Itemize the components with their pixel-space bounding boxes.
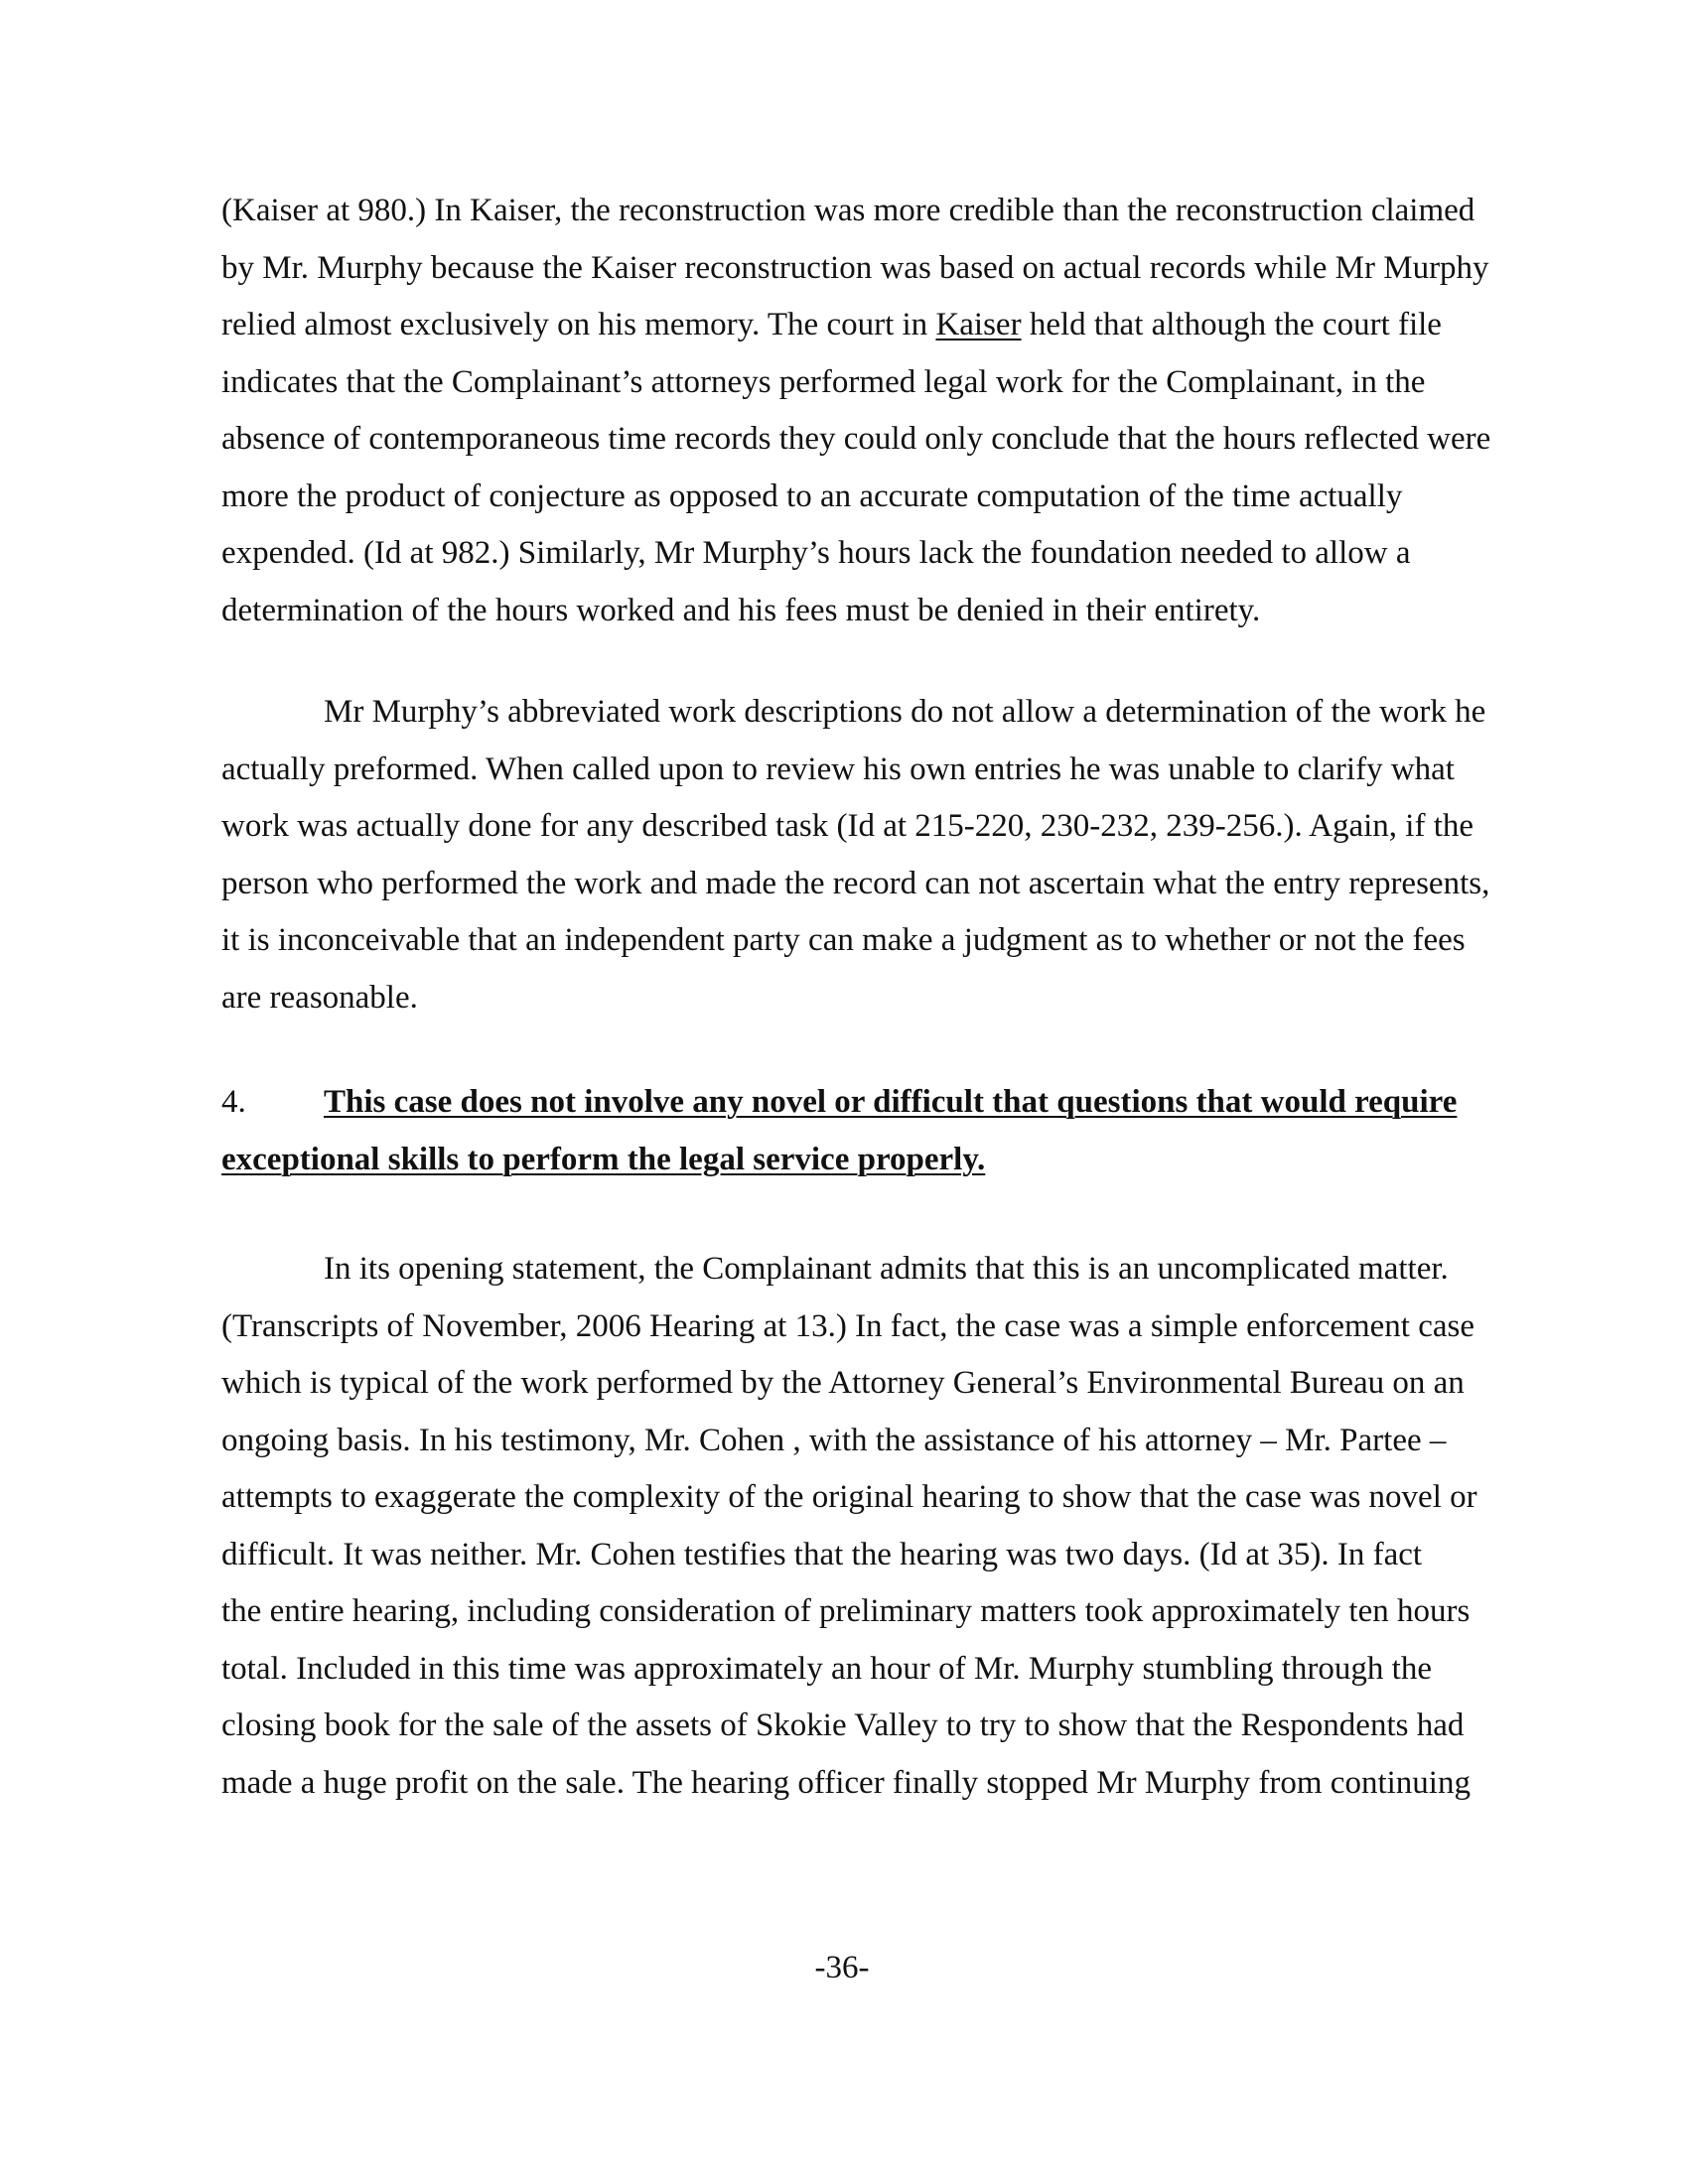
text-line: the entire hearing, including consideration of preliminary matters took approximately ten hours <box>221 1593 1471 1629</box>
text-line: made a huge profit on the sale. The hearing officer finally stopped Mr Murphy from continuing <box>221 1764 1471 1801</box>
text-line: ongoing basis. In his testimony, Mr. Cohen , with the assistance of his attorney – Mr. Partee – <box>221 1422 1447 1458</box>
text-line: work was actually done for any described task (Id at 215-220, 230-232, 239-256.). Again, if the <box>221 808 1474 844</box>
section-heading <box>221 1074 1482 1188</box>
text-line: it is inconceivable that an independent party can make a judgment as to whether or not the fees <box>221 922 1466 958</box>
body-paragraph <box>221 183 1491 639</box>
text-line: (Kaiser at 980.) In Kaiser, the reconstruction was more credible than the reconstruction claimed <box>221 193 1475 228</box>
text-line: total. Included in this time was approximately an hour of Mr. Murphy stumbling through the <box>221 1650 1432 1687</box>
text-line: attempts to exaggerate the complexity of the original hearing to show that the case was novel or <box>221 1479 1477 1515</box>
case-citation: Kaiser <box>935 307 1022 342</box>
text-line: closing book for the sale of the assets of Skokie Valley to try to show that the Respondents had <box>221 1707 1465 1743</box>
text-fragment: relied almost exclusively on his memory. The court in <box>221 307 936 342</box>
text-line: are reasonable. <box>221 979 418 1016</box>
text-line: Mr Murphy’s abbreviated work descriptions do not allow a determination of the work he <box>324 694 1486 730</box>
text-line: indicates that the Complainant’s attorneys performed legal work for the Complainant, in the <box>221 363 1426 400</box>
text-line: expended. (Id at 982.) Similarly, Mr Murphy’s hours lack the foundation needed to allow a <box>221 535 1411 571</box>
text-line: by Mr. Murphy because the Kaiser reconstruction was based on actual records while Mr Murphy <box>221 249 1489 286</box>
heading-line <box>221 1132 1482 1189</box>
text-line: difficult. It was neither. Mr. Cohen testifies that the hearing was two days. (Id at 35). In fact <box>221 1536 1423 1572</box>
text-fragment: held that although the court file <box>1021 307 1442 342</box>
text-line: actually preformed. When called upon to review his own entries he was unable to clarify what <box>221 751 1455 787</box>
text-line: more the product of conjecture as opposed to an accurate computation of the time actually <box>221 478 1403 514</box>
body-paragraph <box>221 1241 1482 1812</box>
text-line: absence of contemporaneous time records they could only conclude that the hours reflected were <box>221 421 1491 457</box>
heading-text: exceptional skills to perform the legal service properly. <box>221 1141 986 1177</box>
text-line: person who performed the work and made the record can not ascertain what the entry represents, <box>221 865 1490 901</box>
body-paragraph <box>221 684 1490 1026</box>
text-line: which is typical of the work performed by the Attorney General’s Environmental Bureau on an <box>221 1365 1465 1401</box>
text-line: (Transcripts of November, 2006 Hearing at 13.) In fact, the case was a simple enforcement case <box>221 1307 1475 1344</box>
text-line <box>221 297 1482 354</box>
text-line: determination of the hours worked and his fees must be denied in their entirety. <box>221 592 1261 628</box>
heading-text: This case does not involve any novel or difficult that questions that would require <box>324 1084 1458 1120</box>
section-number: 4. <box>221 1084 246 1120</box>
page-number: -36- <box>814 1950 870 1985</box>
text-line: In its opening statement, the Complainant admits that this is an uncomplicated matter. <box>324 1251 1449 1287</box>
heading-line <box>221 1074 1482 1132</box>
